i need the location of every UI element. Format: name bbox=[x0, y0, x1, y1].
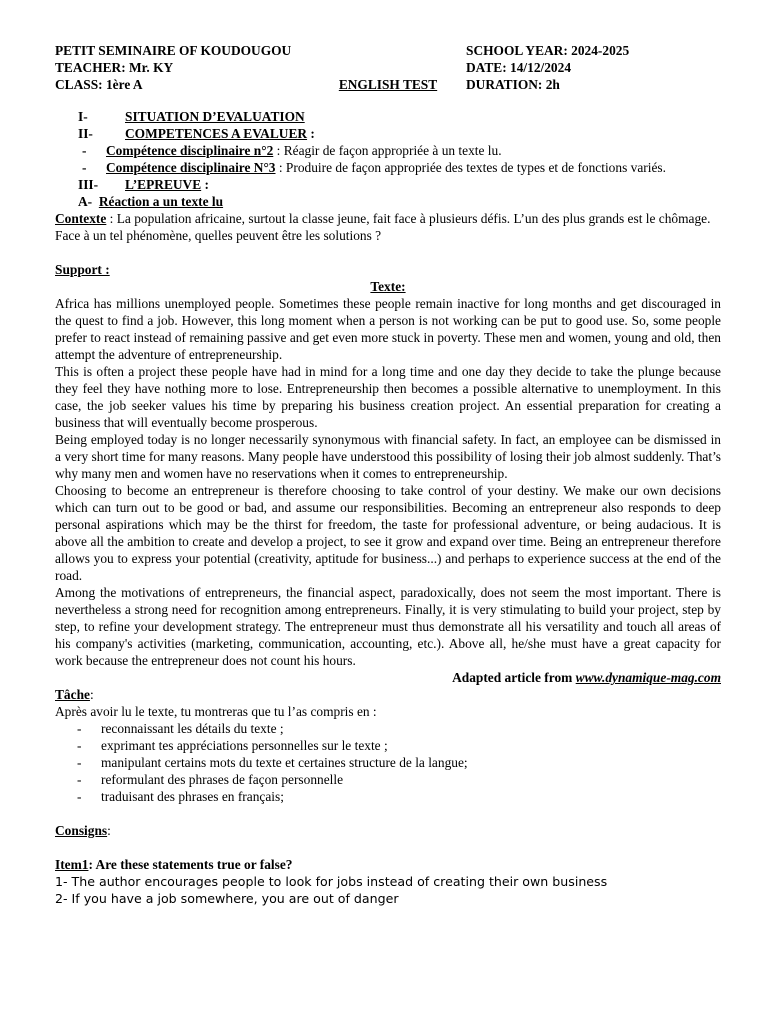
tache-label: Tâche bbox=[55, 687, 90, 702]
competence-text: : Réagir de façon appropriée à un texte lu. bbox=[273, 143, 502, 158]
source-prefix: Adapted article from bbox=[452, 670, 576, 685]
statement: 2- If you have a job somewhere, you are out of danger bbox=[55, 891, 399, 906]
section-3-suffix: : bbox=[201, 177, 209, 192]
task-text: manipulant certains mots du texte et certaines structure de la langue; bbox=[101, 755, 468, 770]
subsection-a-number: A- bbox=[78, 194, 93, 209]
bullet-dash: - bbox=[77, 738, 82, 753]
tache-heading bbox=[55, 686, 721, 703]
competence-text: : Produire de façon appropriée des textes de types et de fonctions variés. bbox=[275, 160, 666, 175]
bullet-dash: - bbox=[77, 755, 82, 770]
bullet-dash: - bbox=[77, 721, 82, 736]
support-label: Support : bbox=[55, 262, 110, 277]
bullet-dash: - bbox=[77, 772, 82, 787]
competence-label: Compétence disciplinaire n°2 bbox=[106, 143, 274, 158]
consigns-suffix: : bbox=[107, 823, 111, 838]
competence-dash: - bbox=[82, 160, 87, 175]
task-text: traduisant des phrases en français; bbox=[101, 789, 284, 804]
test-date: DATE: 14/12/2024 bbox=[466, 60, 572, 75]
section-2-suffix: : bbox=[307, 126, 315, 141]
text-paragraph: Africa has millions unemployed people. Sometimes these people remain inactive for long months and get discouraged in the quest to find a job. However, this long moment when a person is not working can be put to good use. So, some people prefer to react instead of remaining passive and get even more stuck in poverty. These men and women, young and old, then attempt the adventure of entrepreneurship. bbox=[55, 296, 721, 362]
section-2-title: COMPETENCES A EVALUER bbox=[125, 126, 308, 141]
item1-label: Item1 bbox=[55, 857, 89, 872]
subsection-a bbox=[55, 193, 721, 210]
list-item bbox=[55, 771, 721, 788]
tache-intro: Après avoir lu le texte, tu montreras que tu l’as compris en : bbox=[55, 704, 377, 719]
statement: 1- The author encourages people to look for jobs instead of creating their own business bbox=[55, 874, 608, 889]
test-duration: DURATION: 2h bbox=[466, 77, 560, 92]
source-citation bbox=[55, 669, 721, 686]
contexte-paragraph bbox=[55, 210, 721, 244]
contexte-label: Contexte bbox=[55, 211, 107, 226]
competence-label: Compétence disciplinaire N°3 bbox=[106, 160, 276, 175]
section-3-title: L’EPREUVE bbox=[125, 177, 202, 192]
texte-heading: Texte: bbox=[370, 279, 406, 294]
competence-dash: - bbox=[82, 143, 87, 158]
section-2 bbox=[55, 125, 721, 142]
text-paragraph: Among the motivations of entrepreneurs, the financial aspect, paradoxically, does not seem the most important. There is nevertheless a strong need for recognition among entrepreneurs. Finally, it is very stimulating to build your project, step by step, to refine your development strategy. The entrepreneur must thus demonstrate all his versatility and touch all areas of his company's activities (marketing, communication, accounting, etc.). Above all, he/she must have a great capacity for work because the entrepreneur does not count his hours. bbox=[55, 585, 721, 668]
list-item bbox=[55, 737, 721, 754]
list-item bbox=[55, 754, 721, 771]
consigns-label: Consigns bbox=[55, 823, 108, 838]
item1-heading bbox=[55, 856, 721, 873]
teacher-name: TEACHER: Mr. KY bbox=[55, 60, 174, 75]
section-1-number: I- bbox=[78, 109, 88, 124]
tache-suffix: : bbox=[89, 687, 94, 702]
list-item bbox=[55, 788, 721, 805]
contexte-text: : La population africaine, surtout la classe jeune, fait face à plusieurs défis. L’un des plus grands est le chômage. Face à un tel phénomène, quelles peuvent être les solutions ? bbox=[55, 211, 711, 243]
text-paragraph: Choosing to become an entrepreneur is therefore choosing to take control of your destiny. We make our own decisions which can turn out to be good or bad, and assume our responsibilities. Becoming an entrepreneur also responds to deep personal aspirations which may be the thirst for freedom, the taste for professional adventure, or being audacious. It is above all the ambition to create and develop a project, to see it grow and expand over time. Being an entrepreneur therefore allows you to express your potential (creativity, aptitude for business...) and perhaps to experience success at the end of the road. bbox=[55, 483, 721, 583]
bullet-dash: - bbox=[77, 789, 82, 804]
competence-item bbox=[55, 159, 721, 176]
header-right bbox=[466, 42, 721, 93]
text-paragraph: Being employed today is no longer necessarily synonymous with financial safety. In fact, an employee can be dismissed in a very short time for many reasons. Many people have understood this possibility of losing their job almost suddenly. That’s why many men and women have no reservations when it comes to entrepreneurship. bbox=[55, 432, 721, 481]
subsection-a-title: Réaction a un texte lu bbox=[98, 194, 224, 209]
item1-question: : Are these statements true or false? bbox=[88, 857, 293, 872]
task-text: reconnaissant les détails du texte ; bbox=[101, 721, 284, 736]
list-item bbox=[55, 720, 721, 737]
school-name: PETIT SEMINAIRE OF KOUDOUGOU bbox=[55, 43, 292, 58]
test-title: ENGLISH TEST bbox=[338, 77, 438, 92]
text-paragraph: This is often a project these people have had in mind for a long time and one day they decide to take the plunge because they feel they have nothing more to lose. Entrepreneurship then becomes a possible alternative to unemployment. In this case, the job seeker values his time by preparing his business creation project. An essential preparation for creating a business that will eventually become prosperous. bbox=[55, 364, 721, 430]
consigns-heading bbox=[55, 822, 721, 839]
task-text: reformulant des phrases de façon personnelle bbox=[101, 772, 344, 787]
section-1-title: SITUATION D’EVALUATION bbox=[125, 109, 305, 124]
class-name: CLASS: 1ère A bbox=[55, 77, 143, 92]
school-year: SCHOOL YEAR: 2024-2025 bbox=[466, 43, 630, 58]
section-3 bbox=[55, 176, 721, 193]
task-list bbox=[55, 720, 721, 805]
section-1 bbox=[55, 108, 721, 125]
section-2-number: II- bbox=[78, 126, 93, 141]
source-link[interactable]: www.dynamique-mag.com bbox=[575, 670, 721, 685]
competence-item bbox=[55, 142, 721, 159]
task-text: exprimant tes appréciations personnelles sur le texte ; bbox=[101, 738, 388, 753]
section-3-number: III- bbox=[78, 177, 99, 192]
